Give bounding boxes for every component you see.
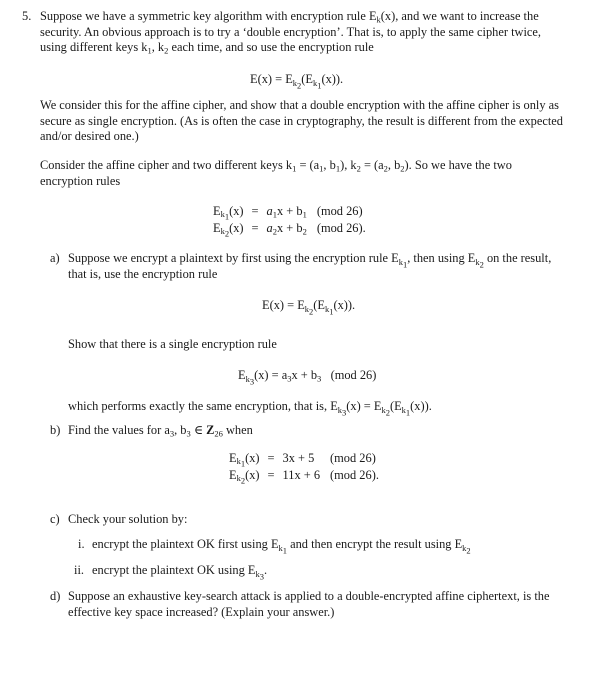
part-a-text: Suppose we encrypt a plaintext by first using the encryption rule $E_{k_1}$, then using $E_{k_2}$ on the result, that is, use the encryption rule <box>68 251 552 281</box>
problem-number: 5. <box>22 9 32 23</box>
encryption-rules-table <box>213 203 366 237</box>
encryption-rule-row: $E_{k_1}(x)$ = 3x + 5 (mod 26) <box>229 450 376 469</box>
part-d-text: Suppose an exhaustive key-search attack is applied to a double-encrypted affine ciphertext, is the effective key space increased? (Explain your answer.) <box>68 589 550 619</box>
intro-paragraph: Suppose we have a symmetric key algorithm with encryption rule $E_k(x)$, and we want to increase the security. An obvious approach is to try a ‘double encryption’. That is, to apply the same cipher twice, using different keys $k_1$, $k_2$ each time, and so use the encryption rule <box>40 9 542 56</box>
encryption-rule-row: $E_{k_2}(x)$ = 11x + 6 (mod 26). <box>229 467 379 486</box>
part-a-equation: $E(x) = E_{k_2}(E_{k_1}(x))$. <box>262 298 356 316</box>
encryption-rule-row: $E_{k_2}(x)$ = $a_2x + b_2$ (mod 26). <box>213 220 366 239</box>
part-a-label: a) <box>50 251 60 265</box>
encryption-rule-row: $E_{k_1}(x)$ = $a_1x + b_1$ (mod 26) <box>213 203 363 222</box>
part-c-item-label: ii. <box>74 563 84 577</box>
part-a-which-text: which performs exactly the same encryption, that is, $E_{k_3}(x) = E_{k_2}(E_{k_1}(x))$. <box>68 399 432 417</box>
single-rule-equation: $E_{k_3}(x) = a_3x + b_3$ (mod 26) <box>238 368 377 386</box>
part-c-item-text: encrypt the plaintext OK using $E_{k_3}$. <box>92 563 268 581</box>
affine-paragraph: We consider this for the affine cipher, and show that a double encryption with the affine cipher is only as secure as single encryption. (As is often the case in cryptography, the result is different from the expected and/or desired one.) <box>40 98 563 143</box>
part-c-text: Check your solution by: <box>68 512 188 526</box>
part-d-label: d) <box>50 589 61 603</box>
part-b-label: b) <box>50 423 61 437</box>
integers-set-symbol: Z <box>206 423 215 437</box>
part-c-item-text: encrypt the plaintext OK first using $E_{k_1}$ and then encrypt the result using $E_{k_2}$ <box>92 537 471 555</box>
keys-paragraph: Consider the affine cipher and two different keys $k_1 = (a_1$, $b_1$), $k_2 = (a_2$, $b_2$). So we have the two encryption rules <box>40 158 512 188</box>
part-b-rules-table <box>229 450 379 484</box>
part-a-show-text: Show that there is a single encryption rule <box>68 337 277 351</box>
part-c-label: c) <box>50 512 60 526</box>
part-c-item-label: i. <box>78 537 85 551</box>
part-b-text: Find the values for $a_3$, $b_3$ ∈ $Z_{26}$ when <box>68 423 253 439</box>
double-encryption-equation: $E(x) = E_{k_2}(E_{k_1}(x))$. <box>250 72 344 90</box>
